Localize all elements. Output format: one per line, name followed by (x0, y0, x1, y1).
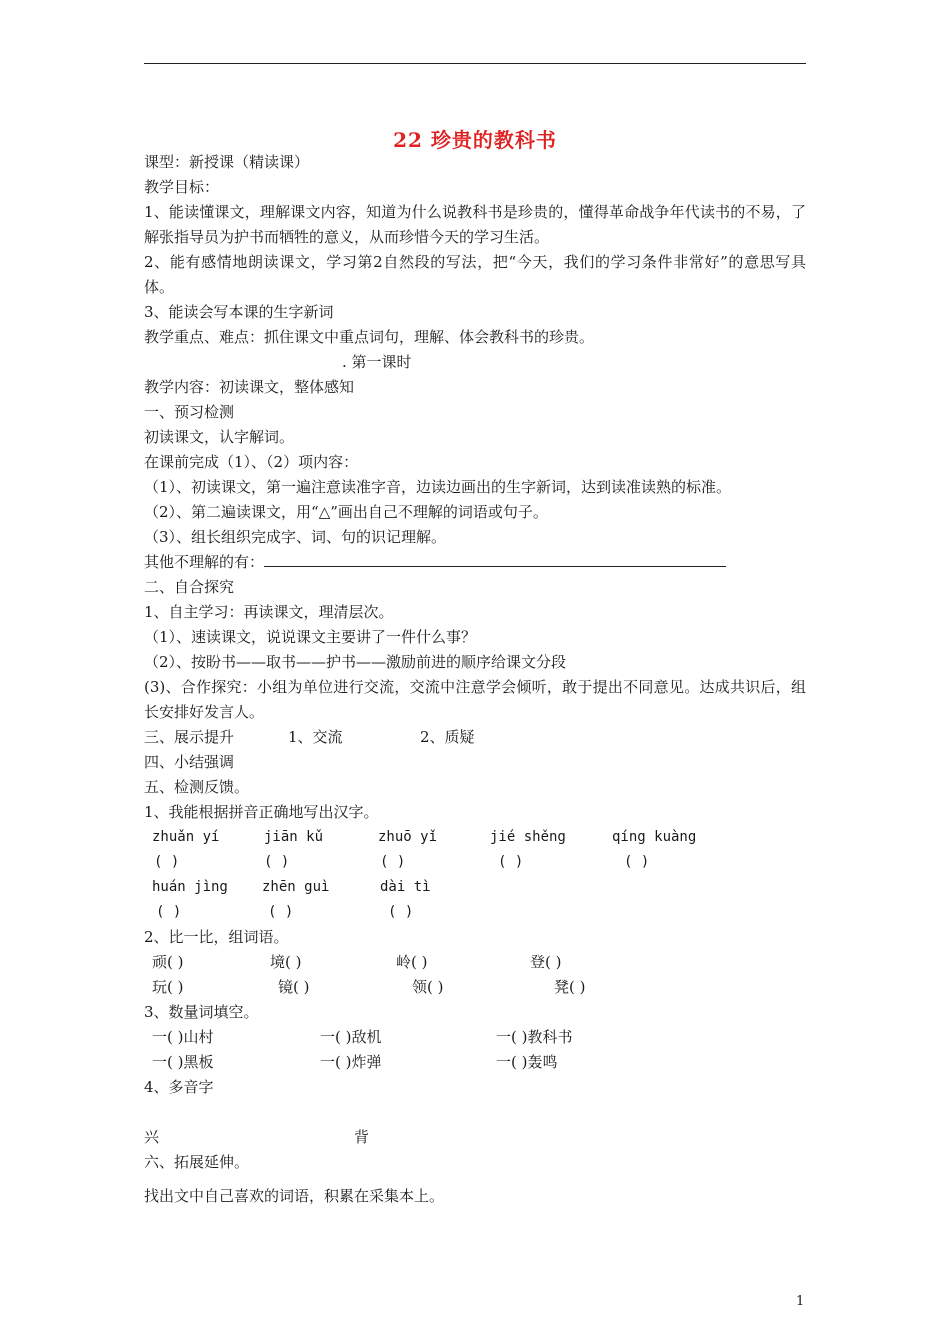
compare-row-1 (144, 950, 806, 975)
compare-item: 玩( ) (152, 978, 184, 996)
other-label: 其他不理解的有： (144, 553, 265, 571)
question-3: 3、数量词填空。 (144, 1003, 259, 1021)
polyphone-char: 背 (354, 1128, 370, 1146)
measure-item: 一( )敌机 (320, 1028, 382, 1046)
pinyin: jié shěng (490, 829, 566, 845)
question-1: 1、我能根据拼音正确地写出汉字。 (144, 803, 379, 821)
spacer (144, 1100, 806, 1125)
section-2-item-1: （1）、速读课文，说说课文主要讲了一件什么事？ (144, 628, 477, 646)
objective-3: 3、能读会写本课的生字新词 (144, 303, 334, 321)
section-5-heading: 五、检测反馈。 (144, 778, 250, 796)
answer-parentheses: ( ) (264, 854, 290, 870)
answer-row-1 (144, 850, 806, 875)
answer-parentheses: ( ) (154, 854, 180, 870)
content-line: 教学内容：初读课文，整体感知 (144, 378, 355, 396)
measure-item: 一( )山村 (152, 1028, 214, 1046)
pinyin: jiān kǔ (264, 829, 324, 845)
question-4: 4、多音字 (144, 1078, 214, 1096)
measure-row-2 (144, 1050, 806, 1075)
compare-item: 岭( ) (396, 953, 428, 971)
answer-parentheses: ( ) (388, 904, 414, 920)
answer-parentheses: ( ) (498, 854, 524, 870)
first-period-heading: . 第一课时 (342, 353, 412, 371)
document-body (144, 150, 806, 1209)
fill-in-blank-line (264, 552, 726, 567)
section-3-item-a: 1、交流 (288, 728, 343, 746)
pinyin-row-1 (144, 825, 806, 850)
page-number: 1 (796, 1294, 805, 1309)
section-2-heading: 二、自合探究 (144, 578, 235, 596)
section-3-row (144, 725, 806, 750)
section-6-heading: 六、拓展延伸。 (144, 1153, 250, 1171)
measure-item: 一( )轰鸣 (496, 1053, 558, 1071)
objective-1: 1、能读懂课文，理解课文内容，知道为什么说教科书是珍贵的，懂得革命战争年代读书的不易，了解张指导员为护书而牺牲的意义，从而珍惜今天的学习生活。 (144, 203, 806, 246)
other-not-understood (144, 550, 806, 575)
section-3-heading: 三、展示提升 (144, 728, 235, 746)
section-3-item-b: 2、质疑 (420, 728, 475, 746)
section-1-line-2: 在课前完成（1）、（2）项内容： (144, 453, 359, 471)
compare-item: 凳( ) (554, 978, 586, 996)
section-4-heading: 四、小结强调 (144, 753, 235, 771)
page-title: 22 珍贵的教科书 (393, 128, 557, 152)
answer-parentheses: ( ) (624, 854, 650, 870)
section-1-heading: 一、预习检测 (144, 403, 235, 421)
measure-row-1 (144, 1025, 806, 1050)
measure-item: 一( )黑板 (152, 1053, 214, 1071)
answer-parentheses: ( ) (380, 854, 406, 870)
pinyin: dài tì (380, 879, 431, 895)
compare-item: 领( ) (412, 978, 444, 996)
section-1-item-1: （1）、初读课文，第一遍注意读准字音，边读边画出的生字新词，达到读准读熟的标准。 (144, 478, 732, 496)
compare-item: 镜( ) (278, 978, 310, 996)
pinyin: zhuǎn yí (152, 829, 220, 845)
pinyin: zhuō yǐ (378, 829, 438, 845)
pinyin: zhēn guì (262, 879, 330, 895)
pinyin-row-2 (144, 875, 806, 900)
answer-parentheses: ( ) (268, 904, 294, 920)
compare-item: 登( ) (530, 953, 562, 971)
compare-item: 境( ) (270, 953, 302, 971)
answer-row-2 (144, 900, 806, 925)
lesson-type: 课型：新授课（精读课） (144, 153, 310, 171)
answer-parentheses: ( ) (156, 904, 182, 920)
polyphone-row (144, 1125, 806, 1150)
section-1-line-1: 初读课文，认字解词。 (144, 428, 295, 446)
section-1-item-3: （3）、组长组织完成字、词、句的识记理解。 (144, 528, 447, 546)
objectives-heading: 教学目标： (144, 178, 220, 196)
compare-row-2 (144, 975, 806, 1000)
section-2-item-2: （2）、按盼书——取书——护书——激励前进的顺序给课文分段 (144, 653, 567, 671)
header-rule (144, 63, 806, 64)
question-2: 2、比一比，组词语。 (144, 928, 289, 946)
compare-item: 顽( ) (152, 953, 184, 971)
pinyin: qíng kuàng (612, 829, 697, 845)
section-6-line: 找出文中自己喜欢的词语，积累在采集本上。 (144, 1187, 445, 1205)
section-2-line-1: 1、自主学习：再读课文，理清层次。 (144, 603, 394, 621)
polyphone-char: 兴 (144, 1128, 160, 1146)
measure-item: 一( )炸弹 (320, 1053, 382, 1071)
pinyin: huán jìng (152, 879, 228, 895)
spacer (144, 1175, 806, 1184)
section-1-item-2: （2）、第二遍读课文，用“△”画出自己不理解的词语或句子。 (144, 503, 548, 521)
section-2-item-3: (3)、合作探究：小组为单位进行交流，交流中注意学会倾听，敢于提出不同意见。达成共识后，组长安排好发言人。 (144, 678, 806, 721)
measure-item: 一( )教科书 (496, 1028, 573, 1046)
key-points: 教学重点、难点：抓住课文中重点词句，理解、体会教科书的珍贵。 (144, 328, 595, 346)
objective-2: 2、能有感情地朗读课文，学习第2自然段的写法，把“今天，我们的学习条件非常好”的意思写具体。 (144, 253, 806, 296)
